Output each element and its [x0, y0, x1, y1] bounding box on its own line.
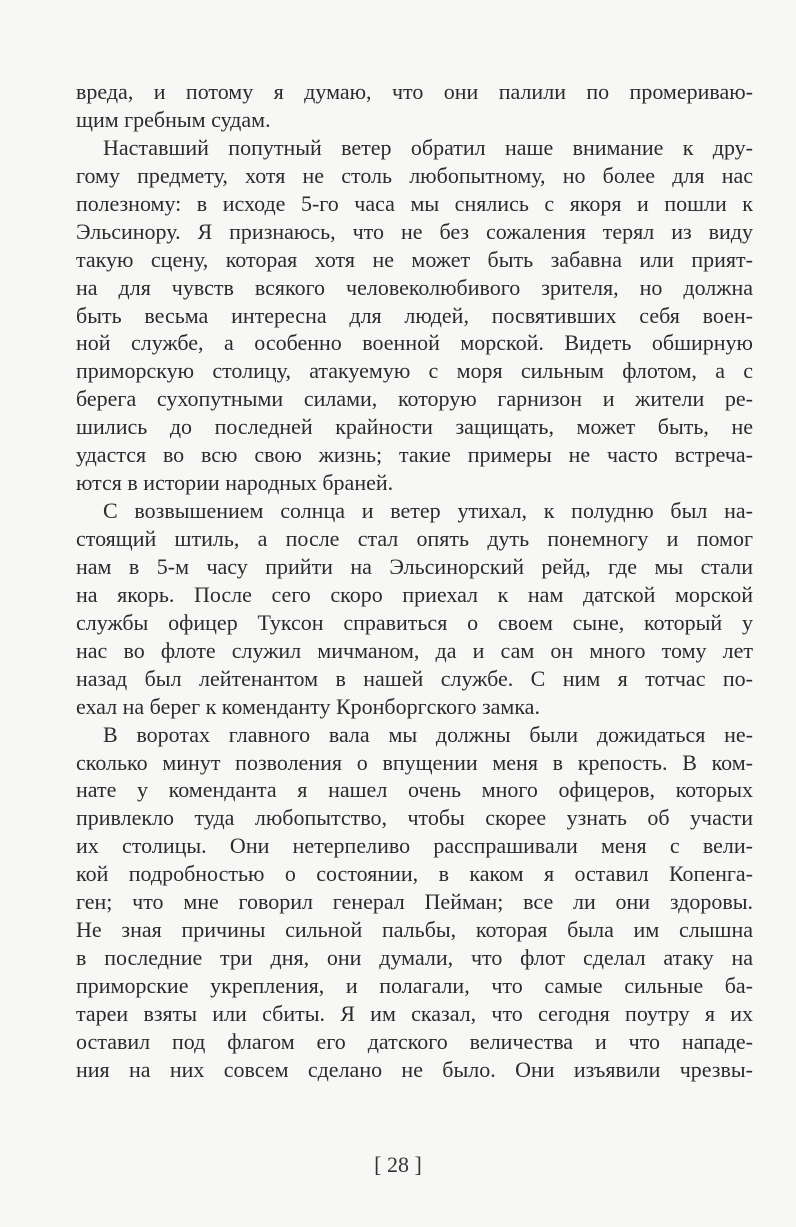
text-line: нате у коменданта я нашел очень много офицеров, которых	[76, 777, 753, 803]
text-line: привлекло туда любопытство, чтобы скорее узнать об участи	[76, 805, 753, 831]
text-line: шились до последней крайности защищать, может быть, не	[76, 414, 753, 440]
text-line: службы офицер Туксон справиться о своем сыне, который у	[76, 609, 753, 635]
text-line: сколько минут позволения о впущении меня в крепость. В ком-	[76, 749, 753, 775]
paragraph	[76, 721, 753, 1084]
text-line: полезному: в исходе 5-го часа мы снялись с якоря и пошли к	[76, 190, 753, 216]
text-line: гому предмету, хотя не столь любопытному, но более для нас	[76, 162, 753, 188]
text-line: их столицы. Они нетерпеливо расспрашивали меня с вели-	[76, 833, 753, 859]
paragraph	[76, 78, 753, 134]
text-line: стоящий штиль, а после стал опять дуть понемногу и помог	[76, 526, 753, 551]
text-line: ехал на берег к коменданту Кронборгского замка.	[76, 693, 540, 719]
text-line: ной службе, а особенно военной морской. Видеть обширную	[76, 330, 753, 356]
text-line: назад был лейтенантом в нашей службе. С ним я тотчас по-	[76, 665, 753, 691]
text-line: такую сцену, которая хотя не может быть забавна или прият-	[76, 246, 753, 272]
text-line: нам в 5-м часу прийти на Эльсинорский рейд, где мы стали	[76, 553, 753, 579]
text-line: вреда, и потому я думаю, что они палили по промериваю-	[76, 79, 753, 104]
body-text	[76, 78, 753, 1084]
text-line: оставил под флагом его датского величества и что нападе-	[76, 1028, 753, 1054]
text-line: щим гребным судам.	[76, 106, 271, 132]
paragraph	[76, 497, 753, 721]
text-line: берега сухопутными силами, которую гарнизон и жители ре-	[76, 386, 753, 412]
text-line: ния на них совсем сделано не было. Они изъявили чрезвы-	[76, 1056, 753, 1082]
paragraph	[76, 134, 753, 497]
text-line: ются в истории народных браней.	[76, 470, 394, 496]
page-number: [ 28 ]	[374, 1152, 422, 1177]
text-line: С возвышением солнца и ветер утихал, к полудню был на-	[103, 498, 753, 524]
text-line: тареи взяты или сбиты. Я им сказал, что сегодня поутру я их	[76, 1000, 753, 1026]
text-line: нас во флоте служил мичманом, да и сам он много тому лет	[76, 637, 753, 663]
text-line: на для чувств всякого человеколюбивого зрителя, но должна	[76, 274, 753, 300]
text-line: кой подробностью о состоянии, в каком я оставил Копенга-	[76, 861, 753, 887]
text-line: Наставший попутный ветер обратил наше внимание к дру-	[103, 134, 753, 160]
text-line: приморские укрепления, и полагали, что самые сильные ба-	[76, 973, 753, 998]
text-line: ген; что мне говорил генерал Пейман; все ли они здоровы.	[76, 889, 753, 915]
text-line: в последние три дня, они думали, что флот сделал атаку на	[76, 945, 753, 971]
text-line: В воротах главного вала мы должны были дожидаться не-	[103, 721, 753, 747]
text-line: Эльсинору. Я признаюсь, что не без сожаления терял из виду	[76, 218, 753, 244]
text-line: удастся во всю свою жизнь; такие примеры не часто встреча-	[76, 442, 753, 468]
text-line: на якорь. После сего скоро приехал к нам датской морской	[76, 581, 753, 607]
text-line: Не зная причины сильной пальбы, которая была им слышна	[76, 917, 753, 943]
text-line: быть весьма интересна для людей, посвятивших себя воен-	[76, 302, 753, 328]
text-line: приморскую столицу, атакуемую с моря сильным флотом, а с	[76, 358, 753, 384]
